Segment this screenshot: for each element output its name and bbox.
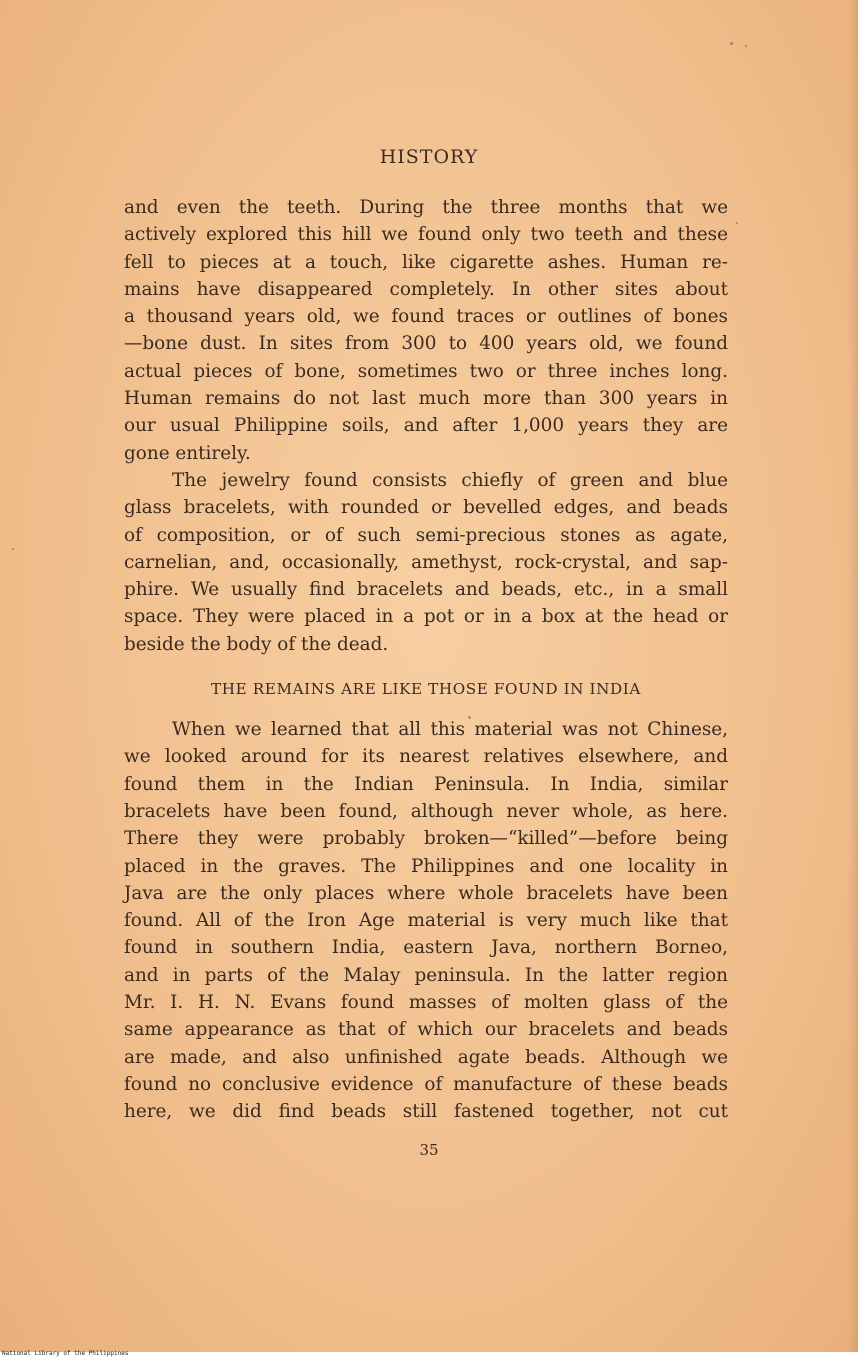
body-text: [124, 194, 728, 1126]
text-line: a thousand years old, we found traces or outlines of bones: [124, 306, 728, 328]
text-line: Java are the only places where whole bracelets have been: [124, 882, 728, 904]
text-line: and in parts of the Malay peninsula. In the latter region: [124, 964, 728, 986]
text-line: actively explored this hill we found only two teeth and these: [124, 224, 728, 246]
paper-speck: [468, 716, 471, 719]
text-line: phire. We usually find bracelets and beads, etc., in a small: [124, 579, 728, 601]
text-line: fell to pieces at a touch, like cigarette ashes. Human re-: [124, 251, 728, 273]
text-line: our usual Philippine soils, and after 1,000 years they are: [124, 415, 728, 437]
text-line: Mr. I. H. N. Evans found masses of molten glass of the: [124, 992, 728, 1014]
text-line: gone entirely.: [124, 442, 251, 464]
paper-speck: [745, 45, 747, 47]
text-line: found them in the Indian Peninsula. In India, similar: [124, 773, 728, 795]
text-line: space. They were placed in a pot or in a box at the head or: [124, 606, 728, 628]
text-line: and even the teeth. During the three months that we: [124, 197, 728, 218]
text-line: found. All of the Iron Age material is very much like that: [124, 910, 728, 932]
heading-spacer: [124, 701, 728, 716]
paragraph-3: [124, 716, 728, 1125]
text-line: Human remains do not last much more than 300 years in: [124, 388, 728, 410]
text-line: mains have disappeared completely. In other sites about: [124, 278, 728, 300]
text-line: glass bracelets, with rounded or bevelled edges, and beads: [124, 497, 728, 519]
text-line: same appearance as that of which our bracelets and beads: [124, 1019, 728, 1041]
page-number: 35: [419, 1141, 439, 1159]
paper-speck: [730, 42, 733, 45]
paper-speck: [12, 548, 14, 550]
text-line: we looked around for its nearest relatives elsewhere, and: [124, 746, 728, 768]
text-line: bracelets have been found, although never whole, as here.: [124, 800, 728, 822]
section-heading: THE REMAINS ARE LIKE THOSE FOUND IN INDIA: [211, 680, 641, 699]
text-line: —bone dust. In sites from 300 to 400 years old, we found: [124, 333, 728, 355]
text-line: placed in the graves. The Philippines and one locality in: [124, 855, 728, 877]
text-line: carnelian, and, occasionally, amethyst, rock-crystal, and sap-: [124, 551, 728, 573]
text-line: The jewelry found consists chiefly of green and blue: [172, 469, 728, 491]
paragraph-1: [124, 194, 728, 467]
text-line: There they were probably broken—“killed”—before being: [124, 828, 728, 850]
library-credit: National Library of the Philippines: [2, 1350, 129, 1357]
text-line: found no conclusive evidence of manufacture of these beads: [124, 1073, 728, 1095]
text-line: actual pieces of bone, sometimes two or three inches long.: [124, 360, 728, 382]
paragraph-2: [124, 467, 728, 658]
text-line: found in southern India, eastern Java, northern Borneo,: [124, 937, 728, 959]
text-line: beside the body of the dead.: [124, 633, 389, 655]
text-line: here, we did find beads still fastened together, not cut: [124, 1101, 728, 1123]
paper-speck: [736, 222, 738, 224]
text-line: are made, and also unfinished agate beads. Although we: [124, 1046, 728, 1068]
running-head: HISTORY: [379, 146, 479, 168]
text-line: When we learned that all this material was not Chinese,: [172, 719, 728, 741]
text-line: of composition, or of such semi-precious stones as agate,: [124, 524, 728, 546]
